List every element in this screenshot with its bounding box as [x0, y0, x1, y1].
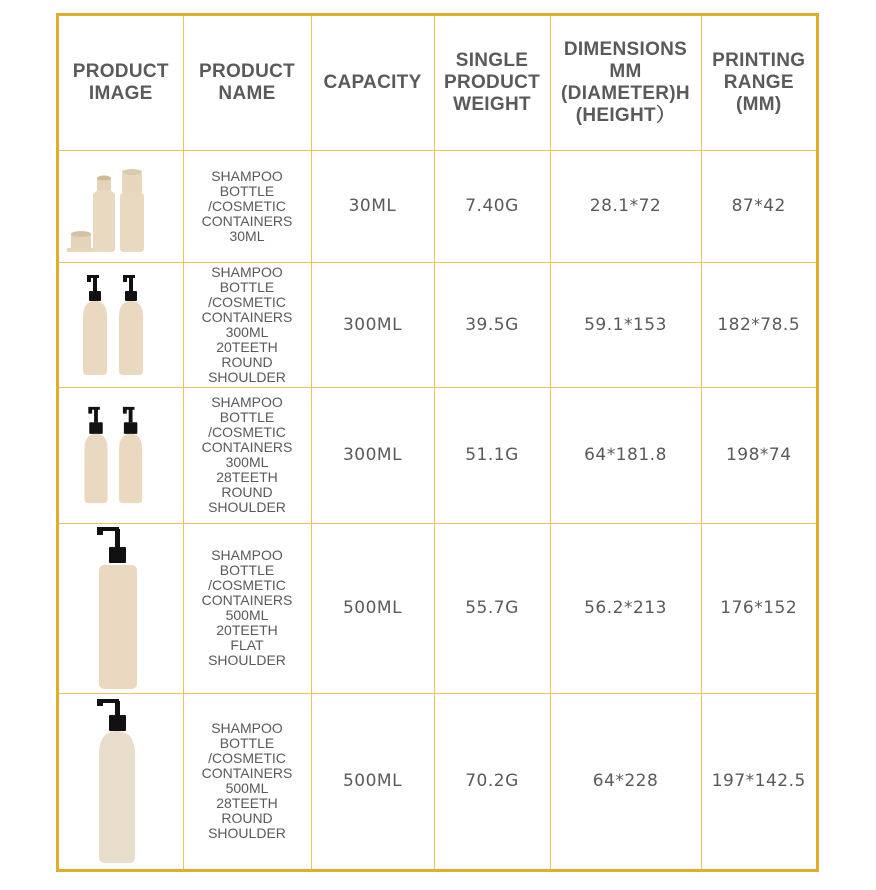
product-image-cell [59, 693, 183, 869]
tall-round-pump-bottle-icon [91, 697, 151, 865]
table-row [59, 693, 816, 869]
product-name-line: SHAMPOO [211, 394, 283, 410]
header-capacity [311, 16, 434, 150]
product-name-cell [183, 387, 311, 523]
dimensions-cell: 28.1*72 [550, 150, 701, 262]
product-name-line: CONTAINERS [201, 308, 293, 325]
header-text: WEIGHT [453, 93, 531, 115]
product-spec-table [59, 16, 816, 869]
product-name-cell [183, 150, 311, 262]
product-name-line: BOTTLE [219, 182, 275, 199]
product-name-line: SHOULDER [208, 652, 286, 668]
printing-range-cell: 197*142.5 [701, 693, 816, 869]
table-row [59, 262, 816, 387]
header-text: NAME [218, 82, 276, 104]
pump-bottles-pair-icon [81, 273, 161, 377]
product-name-line: SHOULDER [208, 368, 286, 385]
header-dimensions [550, 16, 701, 150]
capacity-cell: 30ML [311, 150, 434, 262]
product-name-cell [183, 262, 311, 387]
weight-cell: 7.40G [434, 150, 550, 262]
product-name-line: 500ML [225, 780, 269, 797]
header-text: PRODUCT [198, 60, 296, 82]
tall-flat-pump-bottle-icon [91, 525, 151, 691]
header-product-name [183, 16, 311, 150]
weight-cell: 55.7G [434, 523, 550, 693]
pump-bottles-pair-icon [81, 405, 161, 505]
dimensions-cell: 64*228 [550, 693, 701, 869]
product-name-line: SHAMPOO [211, 720, 283, 737]
header-text: IMAGE [88, 82, 153, 104]
dimensions-cell: 56.2*213 [550, 523, 701, 693]
header-product-image [59, 16, 183, 150]
product-name-line: /COSMETIC [208, 293, 286, 310]
product-name-line: SHOULDER [208, 499, 286, 515]
header-single-product-weight [434, 16, 550, 150]
capacity-cell: 500ML [311, 523, 434, 693]
table-row [59, 387, 816, 523]
header-text: SINGLE [455, 49, 529, 71]
product-name-line: CONTAINERS [201, 439, 293, 455]
table-row [59, 523, 816, 693]
product-name-line: SHOULDER [208, 825, 286, 842]
product-image-cell [59, 387, 183, 523]
product-name-line: 28TEETH [216, 469, 278, 485]
product-name-line: 30ML [229, 227, 265, 244]
header-text: MM [609, 60, 642, 82]
product-name-line: /COSMETIC [208, 577, 286, 593]
product-name-line: 28TEETH [216, 795, 278, 812]
product-name-line: ROUND [221, 353, 273, 370]
product-name-line: BOTTLE [219, 409, 275, 425]
header-text: PRODUCT [72, 60, 169, 82]
product-name-line: BOTTLE [219, 278, 275, 295]
product-name-cell [183, 693, 311, 869]
product-name-line: CONTAINERS [201, 212, 293, 229]
product-name-cell [183, 523, 311, 693]
weight-cell: 70.2G [434, 693, 550, 869]
product-name-line: SHAMPOO [211, 167, 283, 184]
product-name-line: CONTAINERS [201, 765, 293, 782]
product-image-cell [59, 523, 183, 693]
product-name-line: 20TEETH [216, 622, 278, 638]
spec-table-frame [56, 13, 819, 872]
product-name-line: 500ML [225, 607, 269, 623]
printing-range-cell: 176*152 [701, 523, 816, 693]
product-name-line: 20TEETH [216, 338, 278, 355]
product-name-line: FLAT [230, 637, 264, 653]
printing-range-cell: 182*78.5 [701, 262, 816, 387]
table-row [59, 150, 816, 262]
product-image-cell [59, 150, 183, 262]
printing-range-cell: 198*74 [701, 387, 816, 523]
product-name-line: ROUND [221, 810, 273, 827]
screw-cap-bottles-icon [59, 156, 169, 256]
weight-cell: 39.5G [434, 262, 550, 387]
header-text: (DIAMETER)H [561, 82, 690, 104]
header-text: CAPACITY [323, 71, 422, 93]
header-text: PRODUCT [443, 71, 541, 93]
printing-range-cell: 87*42 [701, 150, 816, 262]
header-text: RANGE [723, 71, 794, 93]
header-text: PRINTING [712, 49, 806, 71]
product-name-line: 300ML [225, 323, 269, 340]
header-row [59, 16, 816, 150]
dimensions-cell: 64*181.8 [550, 387, 701, 523]
product-image-cell [59, 262, 183, 387]
weight-cell: 51.1G [434, 387, 550, 523]
product-name-line: /COSMETIC [208, 750, 286, 767]
product-name-line: BOTTLE [219, 562, 275, 578]
product-name-line: CONTAINERS [201, 592, 293, 608]
header-text: (MM) [735, 93, 782, 115]
product-name-line: /COSMETIC [208, 197, 286, 214]
product-name-line: BOTTLE [219, 735, 275, 752]
header-text: DIMENSIONS [563, 38, 688, 60]
product-name-line: SHAMPOO [211, 263, 283, 280]
product-name-line: ROUND [221, 484, 273, 500]
dimensions-cell: 59.1*153 [550, 262, 701, 387]
capacity-cell: 300ML [311, 387, 434, 523]
capacity-cell: 300ML [311, 262, 434, 387]
product-name-line: /COSMETIC [208, 424, 286, 440]
product-name-line: 300ML [225, 454, 269, 470]
header-printing-range [701, 16, 816, 150]
product-name-line: SHAMPOO [211, 547, 283, 563]
capacity-cell: 500ML [311, 693, 434, 869]
header-text: (HEIGHT） [575, 104, 676, 126]
